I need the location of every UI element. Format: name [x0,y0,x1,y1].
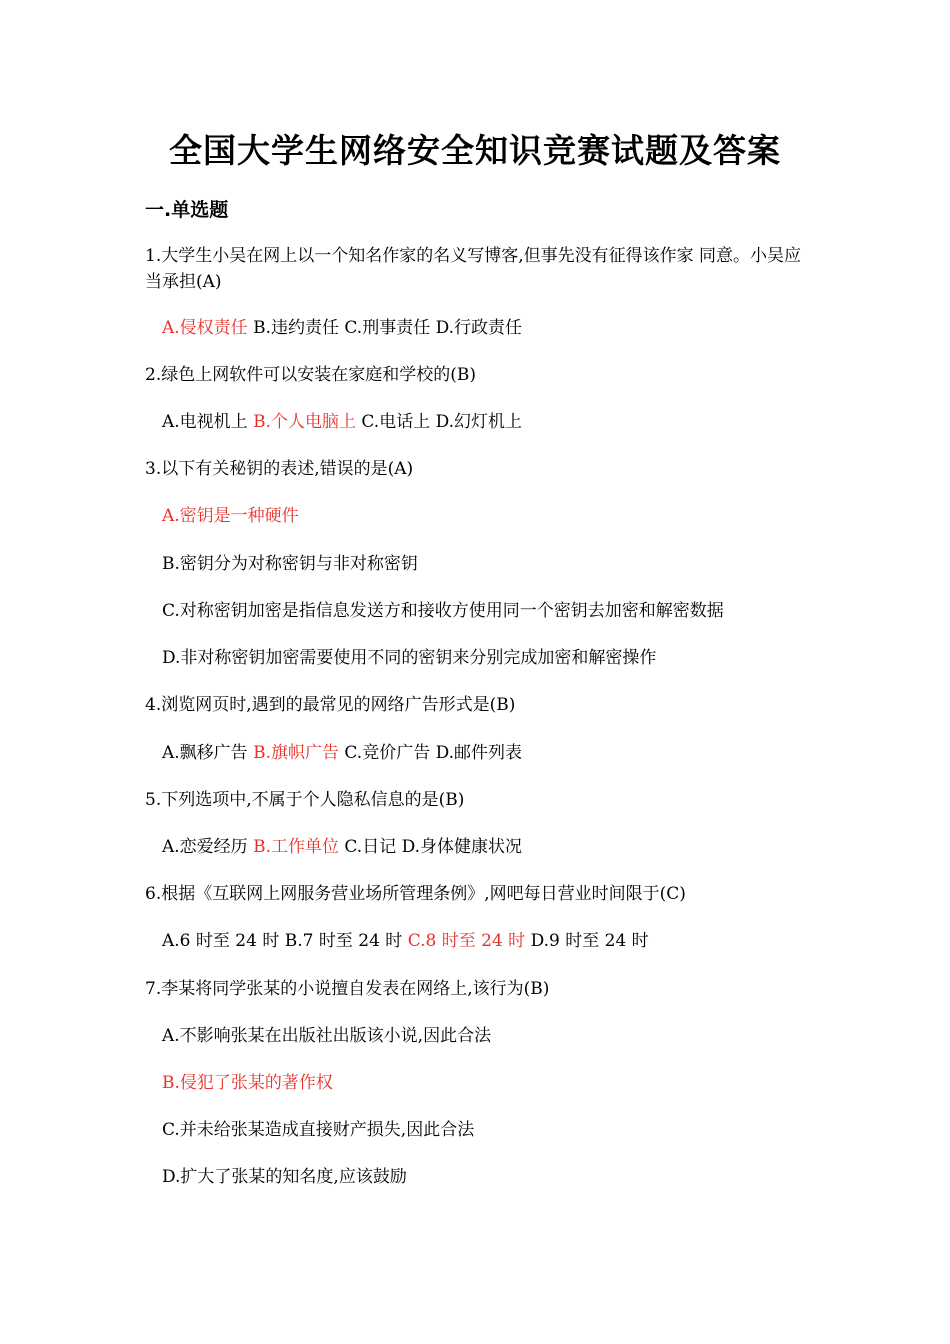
option-5c: C.日记 [344,837,397,857]
option-4c: C.竞价广告 [344,743,431,763]
option-4d: D.邮件列表 [435,743,523,763]
option-3b: B.密钥分为对称密钥与非对称密钥 [162,554,418,574]
question-5-options [162,834,822,860]
question-3: 3.以下有关秘钥的表述,错误的是(A) [145,459,414,479]
question-1: 1.大学生小吴在网上以一个知名作家的名义写博客,但事先没有征得该作家 同意。小吴应当承担(A) [145,246,802,292]
option-1c: C.刑事责任 [344,318,431,338]
section-heading: 一.单选题 [145,199,229,221]
question-1-options [162,315,822,341]
option-5b-answer: B.工作单位 [253,837,339,857]
option-4b-answer: B.旗帜广告 [253,743,339,763]
option-6c-answer: C.8 时至 24 时 [407,931,526,951]
question-2-options [162,409,822,435]
question-4: 4.浏览网页时,遇到的最常见的网络广告形式是(B) [145,695,516,715]
option-6b: B.7 时至 24 时 [284,931,403,951]
option-6d: D.9 时至 24 时 [530,931,649,951]
option-2c: C.电话上 [361,412,431,432]
option-3d: D.非对称密钥加密需要使用不同的密钥来分别完成加密和解密操作 [162,648,657,668]
option-5a: A.恋爱经历 [162,837,248,857]
option-7d: D.扩大了张某的知名度,应该鼓励 [162,1167,407,1187]
option-5d: D.身体健康状况 [401,837,523,857]
question-7: 7.李某将同学张某的小说擅自发表在网络上,该行为(B) [145,979,550,999]
option-2b-answer: B.个人电脑上 [253,412,356,432]
option-2a: A.电视机上 [162,412,248,432]
question-2: 2.绿色上网软件可以安装在家庭和学校的(B) [145,365,476,385]
question-4-options [162,740,822,766]
option-3c: C.对称密钥加密是指信息发送方和接收方使用同一个密钥去加密和解密数据 [162,601,724,621]
question-6: 6.根据《互联网上网服务营业场所管理条例》,网吧每日营业时间限于(C) [145,884,686,904]
option-1a-answer: A.侵权责任 [162,318,248,338]
option-4a: A.飘移广告 [162,743,248,763]
question-5: 5.下列选项中,不属于个人隐私信息的是(B) [145,790,465,810]
question-6-options [162,928,822,954]
option-6a: A.6 时至 24 时 [162,931,280,951]
page-title: 全国大学生网络安全知识竞赛试题及答案 [169,131,781,170]
option-1d: D.行政责任 [435,318,523,338]
option-1b: B.违约责任 [253,318,339,338]
option-7a: A.不影响张某在出版社出版该小说,因此合法 [162,1026,492,1046]
option-2d: D.幻灯机上 [435,412,523,432]
option-7c: C.并未给张某造成直接财产损失,因此合法 [162,1120,475,1140]
option-3a-answer: A.密钥是一种硬件 [162,506,299,526]
option-7b-answer: B.侵犯了张某的著作权 [162,1073,333,1093]
